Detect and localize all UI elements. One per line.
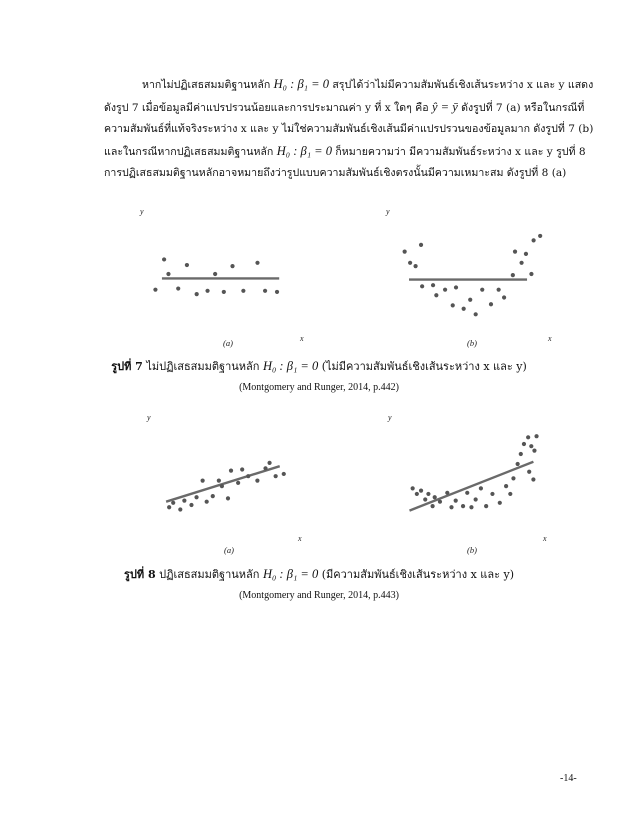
x-axis-label: x (543, 534, 547, 543)
regression-line (410, 462, 534, 511)
data-point (162, 257, 166, 261)
figure-8-source: (Montgomery and Runger, 2014, p.443) (239, 590, 399, 601)
regression-line (166, 466, 280, 502)
paragraph-line-3: ความสัมพันธ์ที่แท้จริงระหว่าง x และ y ไม่ใช่ความสัมพันธ์เชิงเส้นมีค่าแปรปรวนของข้อมูลมาก ดังรูปที่ 7 (b) (104, 123, 594, 136)
data-point (526, 435, 530, 439)
paragraph-line-2: ดังรูป 7 เมื่อข้อมูลมีค่าแปรปรวนน้อยและการประมาณค่า y ที่ x ใดๆ คือ ŷ = ȳ ดังรูปที่ 7 (a) หรือในกรณีที่ (104, 99, 585, 114)
data-point (274, 474, 278, 478)
paragraph-line-5: การปฏิเสธสมมติฐานหลักอาจหมายถึงว่ารูปแบบความสัมพันธ์เชิงตรงนั้นมีความเหมาะสม ดังรูปที่ 8 (a) (104, 167, 567, 180)
data-point (498, 501, 502, 505)
hypothesis-math: H₀ : β₁ = 0 (276, 143, 332, 158)
panel-label: (b) (467, 545, 477, 555)
data-point (413, 264, 417, 268)
data-point (534, 434, 538, 438)
figure-8-math: H₀ : β₁ = 0 (262, 567, 319, 581)
data-point (153, 288, 157, 292)
data-point (403, 250, 407, 254)
data-point (461, 504, 465, 508)
data-point (454, 498, 458, 502)
data-point (462, 307, 466, 311)
y-axis-label: y (140, 207, 144, 216)
data-point (474, 497, 478, 501)
data-point (527, 470, 531, 474)
data-point (189, 503, 193, 507)
data-point (538, 234, 542, 238)
figure-7-caption: รูปที่ 7 ไม่ปฏิเสธสมมติฐานหลัก H₀ : β₁ = 0 (ไม่มีความสัมพันธ์เชิงเส้นระหว่าง x และ y) (111, 359, 527, 373)
data-point (419, 489, 423, 493)
scatter-plot-8a (146, 413, 302, 555)
data-point (531, 477, 535, 481)
data-point (497, 288, 501, 292)
data-point (411, 486, 415, 490)
x-axis-label: x (548, 334, 552, 343)
scatter-plot-8b (387, 413, 547, 555)
panel-label: (b) (467, 338, 477, 348)
data-point (255, 479, 259, 483)
data-point (449, 505, 453, 509)
data-point (176, 286, 180, 290)
data-point (479, 486, 483, 490)
data-point (166, 272, 170, 276)
figure-8-label: รูปที่ 8 (123, 568, 156, 581)
data-point (195, 292, 199, 296)
y-axis-label: y (386, 207, 390, 216)
data-point (508, 492, 512, 496)
y-axis-label: y (388, 413, 392, 422)
data-point (469, 505, 473, 509)
data-point (420, 284, 424, 288)
data-point (434, 293, 438, 297)
paragraph-line-1: หากไม่ปฏิเสธสมมติฐานหลัก H₀ : β₁ = 0 สรุปได้ว่าไม่มีความสัมพันธ์เชิงเส้นระหว่าง x และ y แสดง (142, 77, 594, 91)
x-axis-label: x (298, 534, 302, 543)
data-point (480, 288, 484, 292)
data-point (431, 504, 435, 508)
data-point (246, 474, 250, 478)
data-point (167, 505, 171, 509)
data-point (240, 467, 244, 471)
data-point (451, 303, 455, 307)
data-point (415, 492, 419, 496)
data-point (263, 289, 267, 293)
scatter-plot-7b (385, 207, 552, 348)
data-point (282, 472, 286, 476)
data-point (516, 462, 520, 466)
scatter-plot-7a (139, 207, 304, 348)
panel-label: (a) (224, 545, 234, 555)
data-point (255, 261, 259, 265)
y-axis-label: y (147, 413, 151, 422)
data-point (484, 504, 488, 508)
data-point (532, 449, 536, 453)
data-point (423, 497, 427, 501)
data-point (433, 495, 437, 499)
data-point (522, 442, 526, 446)
data-point (426, 492, 430, 496)
data-point (490, 492, 494, 496)
hypothesis-math: H₀ : β₁ = 0 (273, 77, 329, 91)
data-point (519, 261, 523, 265)
data-point (213, 272, 217, 276)
data-point (229, 469, 233, 473)
data-point (502, 295, 506, 299)
data-point (178, 507, 182, 511)
data-point (511, 273, 515, 277)
data-point (194, 495, 198, 499)
data-point (263, 466, 267, 470)
data-point (445, 491, 449, 495)
figure-7-math: H₀ : β₁ = 0 (262, 359, 319, 373)
data-point (236, 481, 240, 485)
data-point (504, 484, 508, 488)
figure-7-source: (Montgomery and Runger, 2014, p.442) (239, 382, 399, 393)
data-point (443, 288, 447, 292)
data-point (419, 243, 423, 247)
data-point (217, 479, 221, 483)
data-point (201, 479, 205, 483)
data-point (226, 496, 230, 500)
data-point (489, 302, 493, 306)
data-point (267, 461, 271, 465)
data-point (182, 498, 186, 502)
data-point (241, 289, 245, 293)
data-point (468, 298, 472, 302)
data-point (454, 285, 458, 289)
page-number: -14- (560, 773, 577, 784)
data-point (211, 494, 215, 498)
data-point (465, 491, 469, 495)
panel-label: (a) (223, 338, 233, 348)
data-point (275, 290, 279, 294)
paragraph-line-4: และในกรณีหากปฏิเสธสมมติฐานหลัก H₀ : β₁ = 0 ก็หมายความว่า มีความสัมพันธ์ระหว่าง x และ y รูปที่ 8 (104, 143, 586, 158)
data-point (230, 264, 234, 268)
data-point (519, 452, 523, 456)
data-point (185, 263, 189, 267)
data-point (529, 272, 533, 276)
data-point (220, 484, 224, 488)
data-point (524, 252, 528, 256)
estimate-math: ŷ = ȳ (431, 99, 458, 114)
data-point (408, 261, 412, 265)
data-point (474, 312, 478, 316)
figure-8-caption: รูปที่ 8 ปฏิเสธสมมติฐานหลัก H₀ : β₁ = 0 (มีความสัมพันธ์เชิงเส้นระหว่าง x และ y) (123, 567, 515, 581)
data-point (171, 501, 175, 505)
data-point (511, 476, 515, 480)
data-point (532, 238, 536, 242)
data-point (431, 283, 435, 287)
x-axis-label: x (300, 334, 304, 343)
data-point (438, 500, 442, 504)
figure-7-label: รูปที่ 7 (111, 360, 143, 373)
data-point (513, 250, 517, 254)
data-point (205, 289, 209, 293)
data-point (205, 500, 209, 504)
data-point (222, 290, 226, 294)
data-point (529, 444, 533, 448)
